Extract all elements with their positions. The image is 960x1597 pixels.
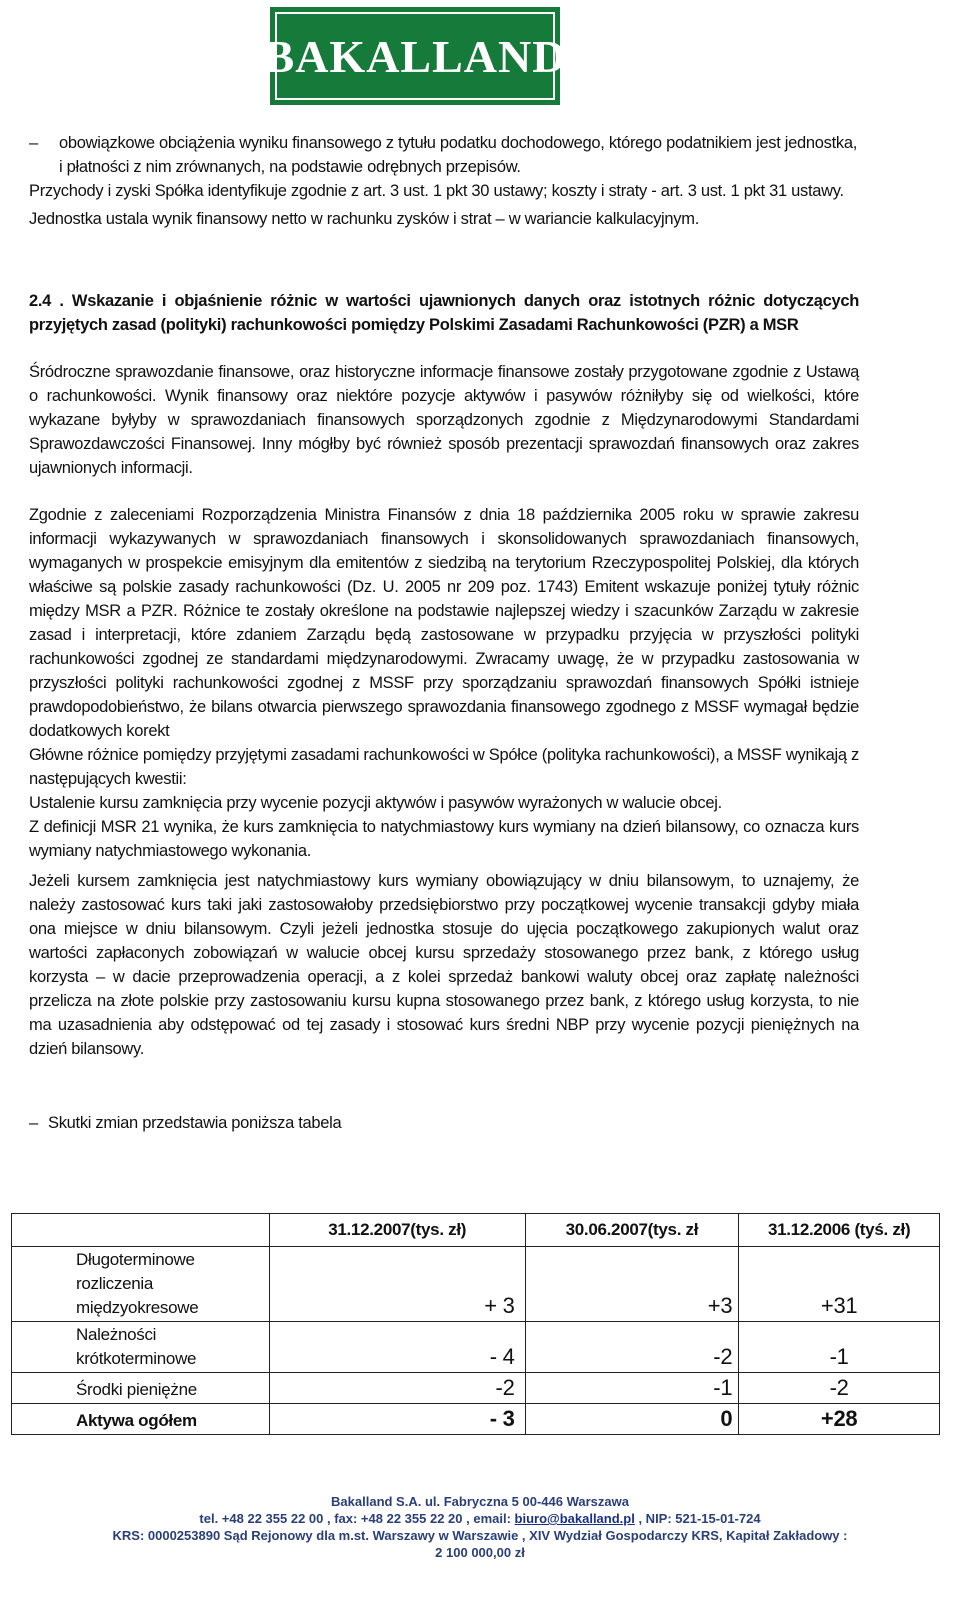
table-total-row	[12, 1404, 940, 1435]
dash-bullet: –	[29, 1114, 38, 1132]
footer-email-link[interactable]: biuro@bakalland.pl	[514, 1511, 635, 1526]
differences-table	[11, 1213, 940, 1435]
table-cell: -2	[269, 1373, 525, 1404]
table-intro	[29, 1111, 859, 1135]
row-label	[12, 1322, 270, 1373]
section-paragraph-2: Zgodnie z zaleceniami Rozporządzenia Ministra Finansów z dnia 18 października 2005 roku w sprawie zakresu informacji wykazywanych w sprawozdaniach finansowych i skonsolidowanych sprawozdaniach finansowych, wymaganych w prospekcie emisyjnym dla emitentów z siedzibą na terytorium Rzeczypospolitej Polskiej, dla których właściwe są polskie zasady rachunkowości (Dz. U. 2005 nr 209 poz. 1743) Emitent wskazuje poniżej tytuły różnic między MSR a PZR. Różnice te zostały określone na podstawie najlepszej wiedzy i szacunków Zarządu w zakresie zasad i interpretacji, które zdaniem Zarządu będą zastosowane w przypadku przyjęcia w przyszłości polityki rachunkowości zgodnej ze standardami międzynarodowymi. Zwracamy uwagę, że w przypadku zastosowania w przyszłości polityki rachunkowości zgodnej z MSSF przy sporządzaniu sprawozdań finansowych Spółki istnieje prawdopodobieństwo, że bilans otwarcia pierwszego sprawozdania finansowego zgodnego z MSSF wymagał będzie dodatkowych korekt	[29, 506, 859, 740]
page-footer	[0, 1493, 960, 1561]
table-row	[12, 1247, 940, 1322]
footer-capital: 2 100 000,00 zł	[435, 1545, 525, 1560]
table-intro-text: Skutki zmian przedstawia poniższa tabela	[48, 1114, 342, 1132]
intro-bullet-text: obowiązkowe obciążenia wyniku finansowego z tytułu podatku dochodowego, którego podatnikiem jest jednostka, i płatności z nim zrównanych, na podstawie odrębnych przepisów.	[59, 134, 858, 176]
intro-block	[29, 131, 859, 231]
footer-address: Bakalland S.A. ul. Fabryczna 5 00-446 Warszawa	[331, 1494, 629, 1509]
footer-nip: , NIP: 521-15-01-724	[634, 1511, 761, 1526]
table-cell: -1	[739, 1322, 940, 1373]
row-label: Środki pieniężne	[12, 1373, 270, 1404]
table-cell: + 3	[269, 1247, 525, 1322]
intro-paragraph-2: Jednostka ustala wynik finansowy netto w rachunku zysków i strat – w wariancie kalkulacyjnym.	[29, 210, 699, 228]
section-paragraph-4: Ustalenie kursu zamknięcia przy wycenie pozycji aktywów i pasywów wyrażonych w walucie obcej.	[29, 794, 722, 812]
table-header-cell: 31.12.2006 (tyś. zł)	[739, 1214, 940, 1247]
section-block	[29, 289, 859, 1061]
footer-phone-fax: tel. +48 22 355 22 00 , fax: +48 22 355 22 20 , email:	[199, 1511, 515, 1526]
section-paragraph-3: Główne różnice pomiędzy przyjętymi zasadami rachunkowości w Spółce (polityka rachunkowości), a MSSF wynikają z następujących kwestii:	[29, 746, 859, 788]
logo-text: BAKALLAND	[263, 30, 567, 82]
table-cell: -2	[525, 1322, 739, 1373]
table-header-cell: 31.12.2007(tys. zł)	[269, 1214, 525, 1247]
table-cell: -1	[525, 1373, 739, 1404]
bakalland-logo	[263, 7, 567, 105]
row-label-text: Długoterminowe rozliczenia międzyokresowe	[76, 1250, 199, 1317]
table-header-row	[12, 1214, 940, 1247]
section-paragraph-5: Z definicji MSR 21 wynika, że kurs zamknięcia to natychmiastowy kurs wymiany na dzień bilansowy, co oznacza kurs wymiany natychmiastowego wykonania.	[29, 818, 859, 860]
section-heading: 2.4 . Wskazanie i objaśnienie różnic w wartości ujawnionych danych oraz istotnych różnic dotyczących przyjętych zasad (polityki) rachunkowości pomiędzy Polskimi Zasadami Rachunkowości (PZR) a MSR	[29, 292, 859, 334]
table-row	[12, 1373, 940, 1404]
table-row	[12, 1322, 940, 1373]
footer-registry: KRS: 0000253890 Sąd Rejonowy dla m.st. Warszawy w Warszawie , XIV Wydział Gospodarczy KRS, Kapitał Zakładowy :	[112, 1528, 848, 1543]
row-label-text: Należności krótkoterminowe	[76, 1325, 197, 1368]
dash-bullet: –	[29, 134, 38, 152]
intro-paragraph-1: Przychody i zyski Spółka identyfikuje zgodnie z art. 3 ust. 1 pkt 30 ustawy; koszty i straty - art. 3 ust. 1 pkt 31 ustawy.	[29, 182, 844, 200]
section-paragraph-1: Śródroczne sprawozdanie finansowe, oraz historyczne informacje finansowe zostały przygotowane zgodnie z Ustawą o rachunkowości. Wynik finansowy oraz niektóre pozycje aktywów i pasywów różniłyby się od wielkości, które wykazane byłyby w sprawozdaniach finansowych sporządzonych zgodnie z Międzynarodowymi Standardami Sprawozdawczości Finansowej. Inny mógłby być również sposób prezentacji sprawozdań finansowych oraz zakres ujawnionych informacji.	[29, 363, 859, 477]
table-cell: - 3	[269, 1404, 525, 1435]
section-paragraph-6: Jeżeli kursem zamknięcia jest natychmiastowy kurs wymiany obowiązujący w dniu bilansowym, to uznajemy, że należy zastosować kurs taki jaki zastosowałoby przedsiębiorstwo przy początkowej wycenie transakcji gdyby miała ona miejsce w dniu bilansowym. Czyli jeżeli jednostka stosuje do ujęcia początkowego zakupionych walut oraz wartości zapłaconych zobowiązań w walucie obcej kursu sprzedaży stosowanego przez bank, z którego usług korzysta – w dacie przeprowadzenia operacji, a z kolei sprzedaż bankowi waluty obcej oraz zapłatę należności przelicza na złote polskie przy zastosowaniu kursu kupna stosowanego przez bank, z którego usług korzysta, to nie ma uzasadnienia aby odstępować od tej zasady i stosować kurs średni NBP przy wycenie pozycji pieniężnych na dzień bilansowy.	[29, 872, 859, 1058]
table-header-cell	[12, 1214, 270, 1247]
table-cell: +31	[739, 1247, 940, 1322]
footer-contact	[0, 1510, 960, 1527]
table-cell: -2	[739, 1373, 940, 1404]
table-cell: - 4	[269, 1322, 525, 1373]
logo-frame	[263, 12, 567, 100]
table-intro-bullet	[29, 1111, 859, 1135]
table-header-cell: 30.06.2007(tys. zł	[525, 1214, 739, 1247]
table-cell: +3	[525, 1247, 739, 1322]
row-label: Aktywa ogółem	[12, 1404, 270, 1435]
table-cell: 0	[525, 1404, 739, 1435]
intro-bullet	[29, 131, 859, 179]
table-cell: +28	[739, 1404, 940, 1435]
row-label	[12, 1247, 270, 1322]
